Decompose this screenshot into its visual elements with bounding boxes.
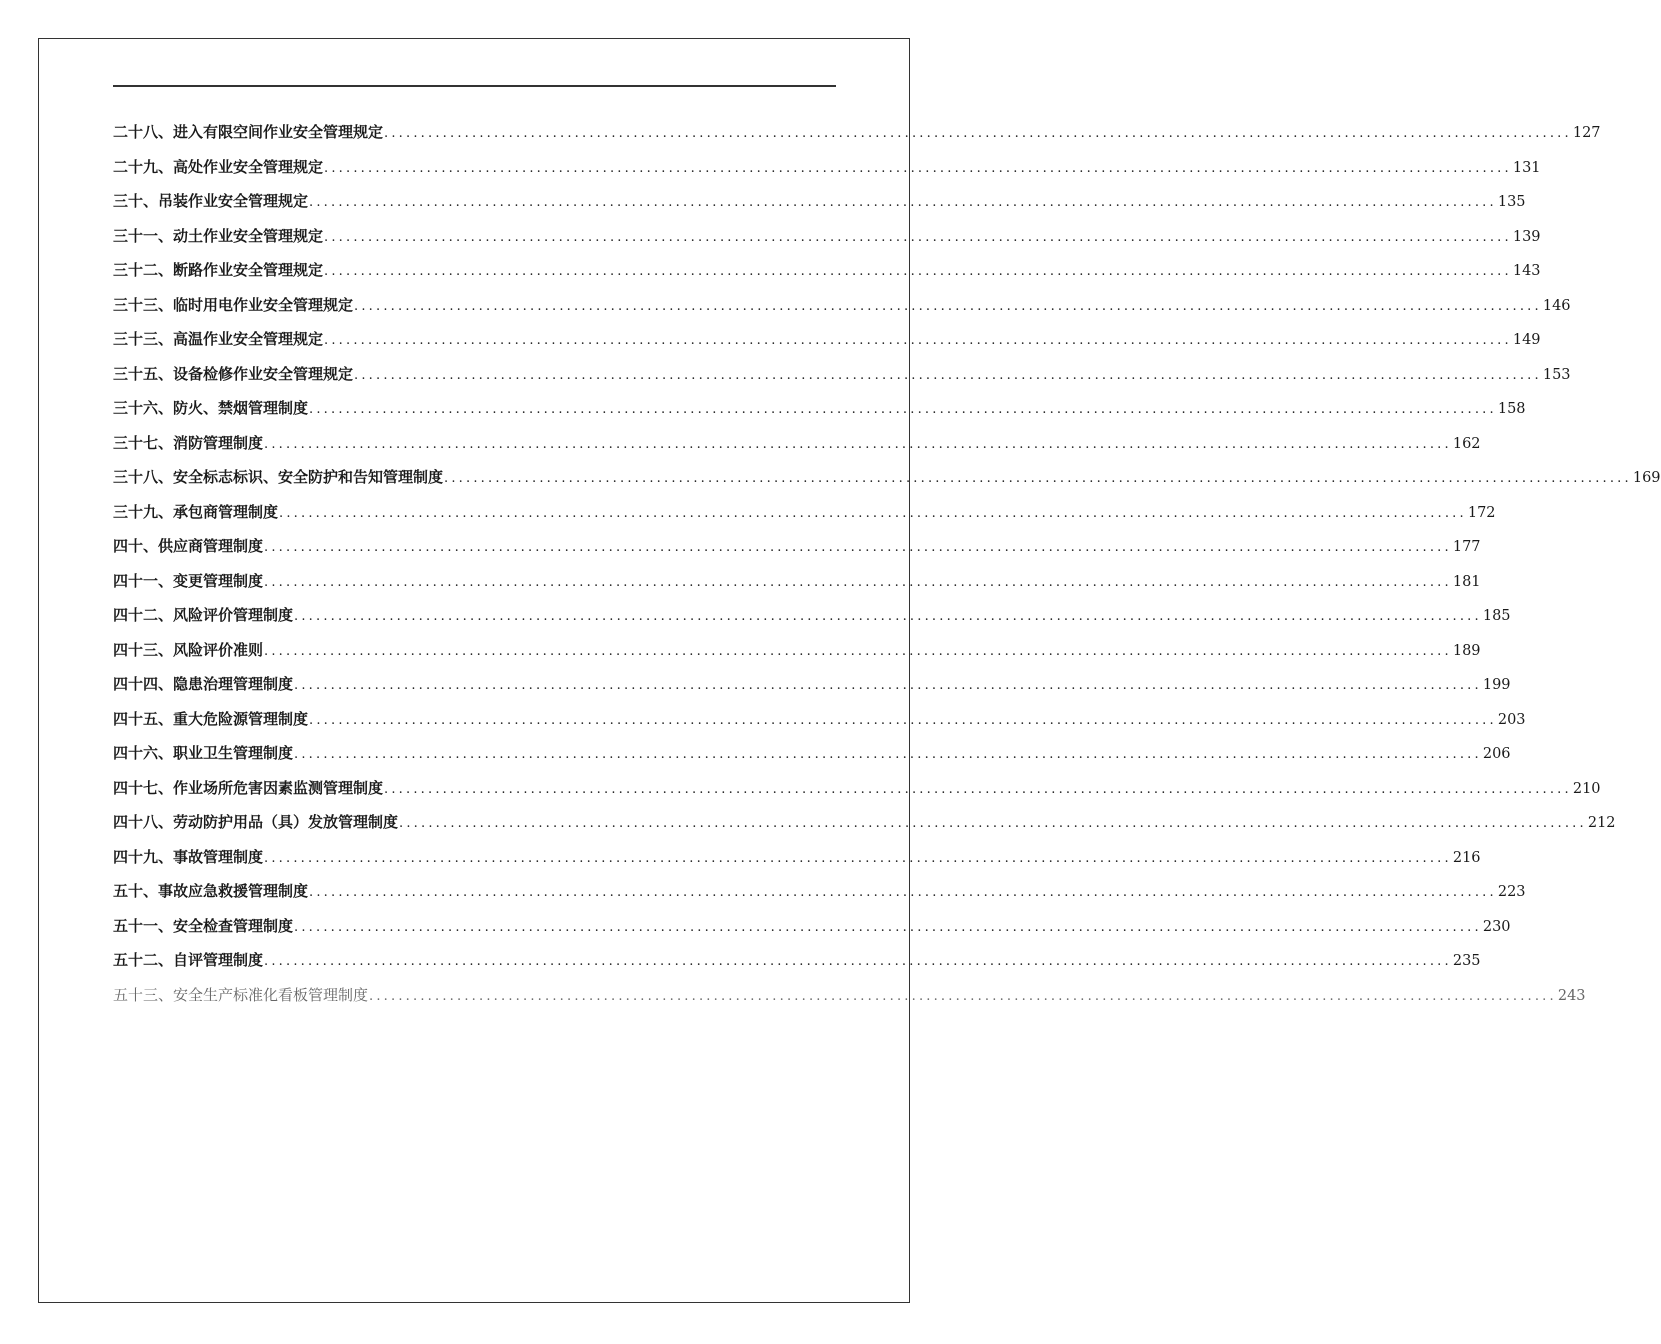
toc-page-number: 158	[1497, 401, 1526, 417]
table-of-contents	[113, 115, 1661, 1012]
toc-entry[interactable]	[113, 874, 1526, 909]
toc-dot-leader: ..................................................................................................................................................................	[324, 333, 1512, 348]
toc-dot-leader: ..................................................................................................................................................................	[324, 229, 1512, 245]
toc-page-number: 135	[1497, 194, 1526, 210]
toc-dot-leader: ..................................................................................................................................................................	[384, 781, 1572, 797]
toc-entry-title: 三十七、消防管理制度	[113, 433, 264, 452]
toc-entry-title: 四十一、变更管理制度	[113, 571, 264, 590]
toc-entry-title: 四十二、风险评价管理制度	[113, 606, 294, 624]
toc-dot-leader: ..................................................................................................................................................................	[354, 298, 1542, 314]
toc-dot-leader: ..................................................................................................................................................................	[309, 885, 1497, 900]
toc-page-number: 139	[1512, 228, 1541, 245]
toc-dot-leader: ..................................................................................................................................................................	[264, 850, 1452, 866]
toc-entry[interactable]	[113, 633, 1481, 668]
toc-entry[interactable]	[113, 943, 1481, 978]
toc-dot-leader: ..................................................................................................................................................................	[264, 540, 1452, 555]
toc-page-number: 185	[1482, 608, 1511, 624]
toc-entry[interactable]	[113, 253, 1541, 288]
toc-page-number: 212	[1587, 815, 1616, 831]
toc-entry-title: 三十、吊装作业安全管理规定	[113, 192, 309, 210]
toc-entry-title: 五十二、自评管理制度	[113, 951, 264, 969]
toc-dot-leader: ..................................................................................................................................................................	[294, 609, 1482, 624]
toc-dot-leader: ..................................................................................................................................................................	[399, 816, 1587, 831]
toc-entry-title: 五十三、安全生产标准化看板管理制度	[113, 985, 369, 1004]
toc-page-number: 235	[1452, 953, 1481, 969]
toc-entry-title: 四十九、事故管理制度	[113, 847, 264, 866]
toc-page-number: 206	[1482, 746, 1511, 762]
toc-entry-title: 三十二、断路作业安全管理规定	[113, 261, 324, 279]
toc-entry[interactable]	[113, 115, 1601, 150]
toc-entry[interactable]	[113, 736, 1511, 771]
toc-entry-title: 五十、事故应急救援管理制度	[113, 882, 309, 900]
toc-entry[interactable]	[113, 667, 1511, 702]
toc-entry[interactable]	[113, 771, 1601, 806]
toc-page-number: 153	[1542, 366, 1571, 383]
toc-entry[interactable]	[113, 495, 1496, 530]
toc-entry[interactable]	[113, 564, 1481, 599]
toc-entry[interactable]	[113, 184, 1526, 219]
toc-dot-leader: ..................................................................................................................................................................	[384, 126, 1572, 141]
toc-entry-title: 二十八、进入有限空间作业安全管理规定	[113, 123, 384, 141]
header-rule	[113, 85, 836, 87]
toc-dot-leader: ..................................................................................................................................................................	[294, 919, 1482, 935]
toc-entry-title: 三十八、安全标志标识、安全防护和告知管理制度	[113, 468, 444, 486]
toc-page-number: 127	[1572, 125, 1601, 141]
toc-dot-leader: ..................................................................................................................................................................	[264, 436, 1452, 452]
toc-dot-leader: ..................................................................................................................................................................	[294, 678, 1482, 693]
toc-entry-title: 四十四、隐患治理管理制度	[113, 675, 294, 693]
toc-dot-leader: ..................................................................................................................................................................	[309, 195, 1497, 210]
toc-dot-leader: ..................................................................................................................................................................	[324, 160, 1512, 176]
toc-dot-leader: ..................................................................................................................................................................	[309, 402, 1497, 417]
toc-entry[interactable]	[113, 805, 1616, 840]
toc-entry-title: 三十五、设备检修作业安全管理规定	[113, 364, 354, 383]
toc-entry[interactable]	[113, 322, 1541, 357]
toc-page-number: 203	[1497, 711, 1526, 728]
toc-entry[interactable]	[113, 391, 1526, 426]
toc-entry-title: 四十八、劳动防护用品（具）发放管理制度	[113, 813, 399, 831]
toc-entry[interactable]	[113, 702, 1526, 737]
toc-dot-leader: ..................................................................................................................................................................	[264, 574, 1452, 590]
toc-page-number: 149	[1512, 332, 1541, 348]
toc-page-number: 216	[1452, 849, 1481, 866]
toc-page-number: 162	[1452, 435, 1481, 452]
toc-dot-leader: ..................................................................................................................................................................	[294, 747, 1482, 762]
toc-page-number: 210	[1572, 780, 1601, 797]
toc-entry[interactable]	[113, 598, 1511, 633]
toc-dot-leader: ..................................................................................................................................................................	[444, 471, 1632, 486]
toc-page-number: 189	[1452, 642, 1481, 659]
toc-dot-leader: ..................................................................................................................................................................	[369, 988, 1557, 1004]
toc-page-number: 143	[1512, 263, 1541, 279]
toc-entry-title: 四十五、重大危险源管理制度	[113, 709, 309, 728]
toc-page-number: 181	[1452, 573, 1481, 590]
toc-dot-leader: ..................................................................................................................................................................	[324, 264, 1512, 279]
toc-entry-title: 四十、供应商管理制度	[113, 537, 264, 555]
toc-page-number: 223	[1497, 884, 1526, 900]
toc-entry-title: 四十六、职业卫生管理制度	[113, 744, 294, 762]
toc-entry[interactable]	[113, 219, 1541, 254]
toc-dot-leader: ..................................................................................................................................................................	[264, 954, 1452, 969]
toc-entry[interactable]	[113, 357, 1571, 392]
toc-entry[interactable]	[113, 840, 1481, 875]
toc-page-number: 169	[1632, 470, 1661, 486]
toc-entry[interactable]	[113, 909, 1511, 944]
toc-entry-title: 三十三、高温作业安全管理规定	[113, 330, 324, 348]
toc-entry-title: 二十九、高处作业安全管理规定	[113, 157, 324, 176]
toc-entry-title: 三十九、承包商管理制度	[113, 502, 279, 521]
toc-entry[interactable]	[113, 978, 1586, 1013]
toc-entry-title: 三十六、防火、禁烟管理制度	[113, 399, 309, 417]
toc-entry[interactable]	[113, 150, 1541, 185]
toc-page-number: 172	[1467, 504, 1496, 521]
toc-dot-leader: ..................................................................................................................................................................	[354, 367, 1542, 383]
toc-dot-leader: ..................................................................................................................................................................	[264, 643, 1452, 659]
toc-page-number: 177	[1452, 539, 1481, 555]
toc-entry[interactable]	[113, 426, 1481, 461]
toc-page-number: 199	[1482, 677, 1511, 693]
toc-entry-title: 四十七、作业场所危害因素监测管理制度	[113, 778, 384, 797]
toc-page-number: 131	[1512, 159, 1541, 176]
toc-entry-title: 三十一、动土作业安全管理规定	[113, 226, 324, 245]
toc-entry-title: 三十三、临时用电作业安全管理规定	[113, 295, 354, 314]
toc-entry[interactable]	[113, 288, 1571, 323]
toc-entry-title: 五十一、安全检查管理制度	[113, 916, 294, 935]
toc-page-number: 230	[1482, 918, 1511, 935]
toc-dot-leader: ..................................................................................................................................................................	[279, 505, 1467, 521]
toc-page-number: 146	[1542, 297, 1571, 314]
toc-entry-title: 四十三、风险评价准则	[113, 640, 264, 659]
toc-entry[interactable]	[113, 460, 1661, 495]
toc-page-number: 243	[1557, 987, 1586, 1004]
toc-entry[interactable]	[113, 529, 1481, 564]
toc-dot-leader: ..................................................................................................................................................................	[309, 712, 1497, 728]
